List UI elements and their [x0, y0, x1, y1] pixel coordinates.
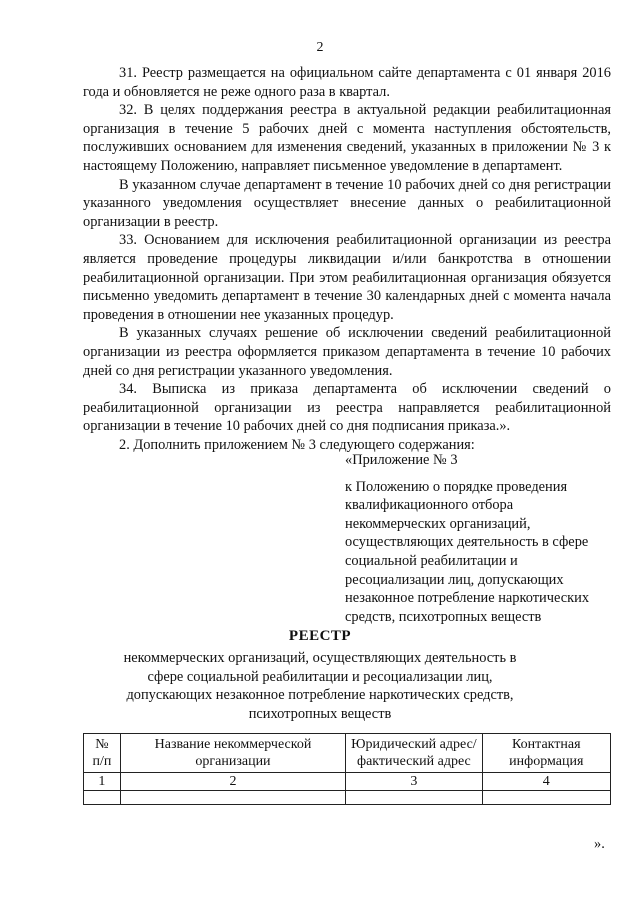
table-cell: [346, 791, 482, 805]
closing-quote: ».: [594, 836, 605, 852]
table-header-row: [84, 734, 611, 773]
paragraph-amend-2: 2. Дополнить приложением № 3 следующего содержания:: [119, 436, 475, 453]
table-row: [84, 791, 611, 805]
registry-subtitle: некоммерческих организаций, осуществляющих деятельность в сфере социальной реабилитации и ресоциализации лиц, допускающих незаконное потребление наркотических средств, психотропных веществ: [123, 650, 517, 722]
paragraph-34: 34. Выписка из приказа департамента об исключении сведений о реабилитационной организации из реестра направляется реабилитационной организации в течение 10 рабочих дней со дня подписания приказа.».: [83, 381, 611, 435]
column-number-2: 2: [120, 773, 345, 791]
column-number-3: 3: [346, 773, 482, 791]
column-header-contacts: Контактная информация: [482, 734, 610, 773]
registry-table: [83, 733, 611, 805]
paragraph-32-cont: В указанном случае департамент в течение 10 рабочих дней со дня регистрации указанного уведомления осуществляет внесение данных о реабилитационной организации в реестр.: [83, 176, 611, 230]
table-cell: [482, 791, 610, 805]
column-number-1: 1: [84, 773, 121, 791]
paragraph-33-cont: В указанных случаях решение об исключении сведений реабилитационной организации из реестра оформляется приказом департамента в течение 10 рабочих дней со дня регистрации указанного уведомления.: [83, 325, 611, 379]
column-header-name: Название некоммерческой организации: [120, 734, 345, 773]
column-header-address: Юридический адрес/фактический адрес: [346, 734, 482, 773]
column-header-number: № п/п: [84, 734, 121, 773]
annex-subtitle: к Положению о порядке проведения квалификационного отбора некоммерческих организаций, осуществляющих деятельность в сфере социальной реабилитации и ресоциализации лиц, допускающих незаконное потребление наркотических средств, психотропных веществ: [345, 478, 590, 625]
annex-title: «Приложение № 3: [345, 452, 458, 468]
column-number-4: 4: [482, 773, 610, 791]
annex-header: [345, 451, 615, 626]
table-number-row: [84, 773, 611, 791]
paragraph-31: 31. Реестр размещается на официальном сайте департамента с 01 января 2016 года и обновляется не реже одного раза в квартал.: [83, 65, 611, 100]
paragraph-33: 33. Основанием для исключения реабилитационной организации из реестра является проведение процедуры ликвидации и/или банкротства в отношении реабилитационной организации. При этом реабилитационная организация обязуется письменно уведомить департамент в течение 30 календарных дней с момента начала проведения в отношении нее указанных процедур.: [83, 232, 611, 323]
body-text: [83, 64, 611, 454]
table-cell: [84, 791, 121, 805]
paragraph-32: 32. В целях поддержания реестра в актуальной редакции реабилитационная организация в течение 5 рабочих дней с момента наступления обстоятельств, послуживших основанием для изменения сведений, указанных в приложении № 3 к настоящему Положению, направляет письменное уведомление в департамент.: [83, 102, 611, 174]
registry-title: РЕЕСТР: [288, 628, 352, 644]
page-number: 2: [316, 40, 324, 55]
table-cell: [120, 791, 345, 805]
